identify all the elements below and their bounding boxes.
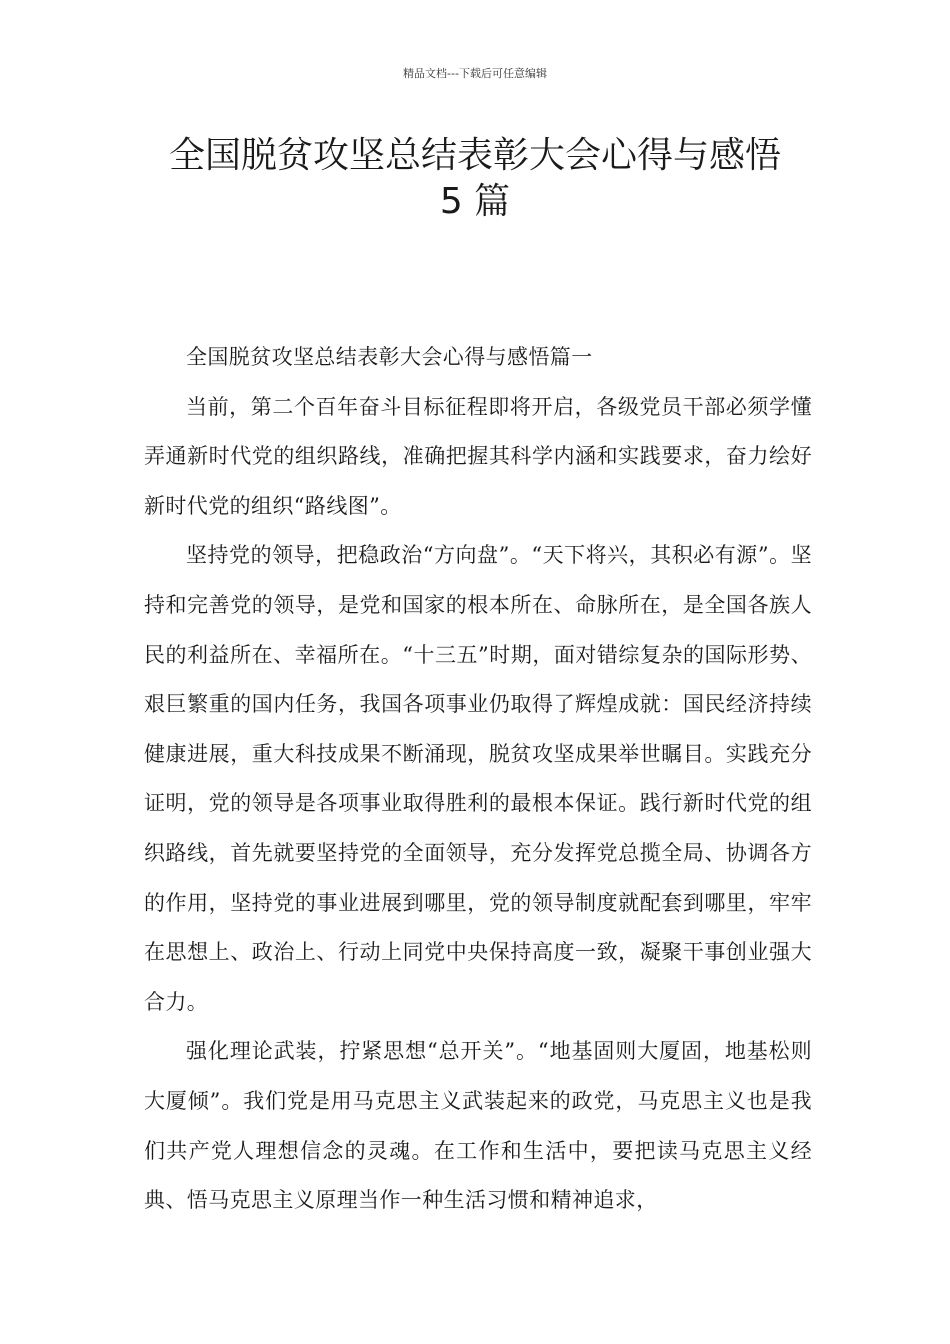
document-body [144,333,812,1226]
section-subheading: 全国脱贫攻坚总结表彰大会心得与感悟篇一 [186,345,593,369]
document-title [100,133,850,225]
header-note: 精品文档---下载后可任意编辑 [403,67,547,80]
paragraph: 强化理论武装，拧紧思想“总开关”。“地基固则大厦固，地基松则大厦倾”。我们党是用马克思主义武装起来的政党，马克思主义也是我们共产党人理想信念的灵魂。在工作和生活中，要把读马克思主义经典、悟马克思主义原理当作一种生活习惯和精神追求， [144,1039,812,1213]
paragraph: 当前，第二个百年奋斗目标征程即将开启，各级党员干部必须学懂弄通新时代党的组织路线，准确把握其科学内涵和实践要求，奋力绘好新时代党的组织“路线图”。 [144,394,812,518]
paragraph: 坚持党的领导，把稳政治“方向盘”。“天下将兴，其积必有源”。坚持和完善党的领导，是党和国家的根本所在、命脉所在，是全国各族人民的利益所在、幸福所在。“十三五”时期，面对错综复杂的国际形势、艰巨繁重的国内任务，我国各项事业仍取得了辉煌成就：国民经济持续健康进展，重大科技成果不断涌现，脱贫攻坚成果举世瞩目。实践充分证明，党的领导是各项事业取得胜利的最根本保证。践行新时代党的组织路线，首先就要坚持党的全面领导，充分发挥党总揽全局、协调各方的作用，坚持党的事业进展到哪里，党的领导制度就配套到哪里，牢牢在思想上、政治上、行动上同党中央保持高度一致，凝聚干事创业强大合力。 [144,543,812,1014]
title-line-1: 全国脱贫攻坚总结表彰大会心得与感悟 [168,135,781,176]
title-line-2: 5 篇 [439,181,511,222]
